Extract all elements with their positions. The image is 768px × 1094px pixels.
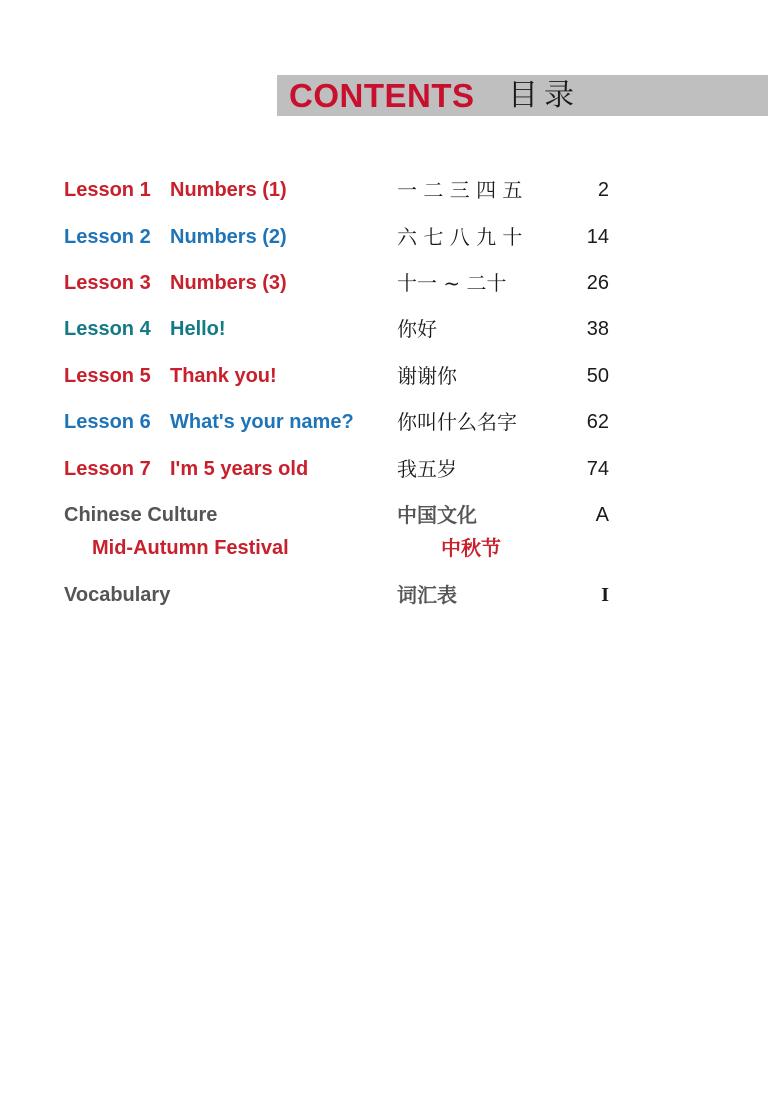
lesson-number: Lesson 7	[64, 458, 151, 480]
lesson-title-zh: 我五岁	[397, 457, 457, 481]
vocabulary-label-zh: 词汇表	[397, 583, 457, 607]
lesson-page-number: 50	[586, 365, 609, 387]
toc-row-lesson-6[interactable]	[0, 407, 768, 437]
lesson-page-number: 74	[586, 458, 609, 480]
culture-subtitle-zh: 中秋节	[441, 536, 501, 560]
lesson-title-zh: 一 二 三 四 五	[397, 178, 523, 202]
lesson-number: Lesson 6	[64, 411, 151, 433]
lesson-page-number: 14	[586, 226, 609, 248]
lesson-number: Lesson 5	[64, 365, 151, 387]
lesson-title: Numbers (3)	[170, 272, 287, 294]
toc-row-vocabulary[interactable]	[0, 580, 768, 610]
lesson-title: I'm 5 years old	[170, 458, 309, 480]
lesson-title-zh: 十一 ~ 二十	[397, 271, 507, 295]
lesson-title-zh: 你好	[397, 317, 437, 341]
lesson-title-zh: 六 七 八 九 十	[397, 225, 523, 249]
lesson-page-number: 62	[586, 411, 609, 433]
toc-row-lesson-4[interactable]	[0, 314, 768, 344]
vocabulary-label: Vocabulary	[64, 584, 171, 606]
page-title: CONTENTS	[289, 77, 475, 114]
lesson-number: Lesson 1	[64, 179, 151, 201]
lesson-number: Lesson 2	[64, 226, 151, 248]
lesson-page-number: 2	[597, 179, 609, 201]
toc-row-mid-autumn[interactable]	[0, 533, 768, 563]
page-title-zh: 目录	[508, 78, 580, 113]
lesson-title: Thank you!	[170, 365, 277, 387]
toc-row-lesson-1[interactable]	[0, 175, 768, 205]
culture-page-number: A	[595, 504, 609, 526]
lesson-title-zh: 谢谢你	[397, 364, 457, 388]
lesson-page-number: 26	[586, 272, 609, 294]
lesson-title: Hello!	[170, 318, 226, 340]
lesson-title: Numbers (2)	[170, 226, 287, 248]
toc-row-lesson-7[interactable]	[0, 454, 768, 484]
toc-row-chinese-culture[interactable]	[0, 500, 768, 530]
lesson-title: Numbers (1)	[170, 179, 287, 201]
lesson-number: Lesson 3	[64, 272, 151, 294]
lesson-title-zh: 你叫什么名字	[397, 410, 517, 434]
lesson-page-number: 38	[586, 318, 609, 340]
toc-row-lesson-5[interactable]	[0, 361, 768, 391]
culture-subtitle: Mid-Autumn Festival	[92, 537, 289, 559]
culture-label: Chinese Culture	[64, 504, 218, 526]
culture-label-zh: 中国文化	[397, 503, 477, 527]
toc-row-lesson-3[interactable]	[0, 268, 768, 298]
lesson-title: What's your name?	[170, 411, 354, 433]
vocabulary-page-number: I	[601, 584, 609, 606]
lesson-number: Lesson 4	[64, 318, 151, 340]
toc-row-lesson-2[interactable]	[0, 222, 768, 252]
